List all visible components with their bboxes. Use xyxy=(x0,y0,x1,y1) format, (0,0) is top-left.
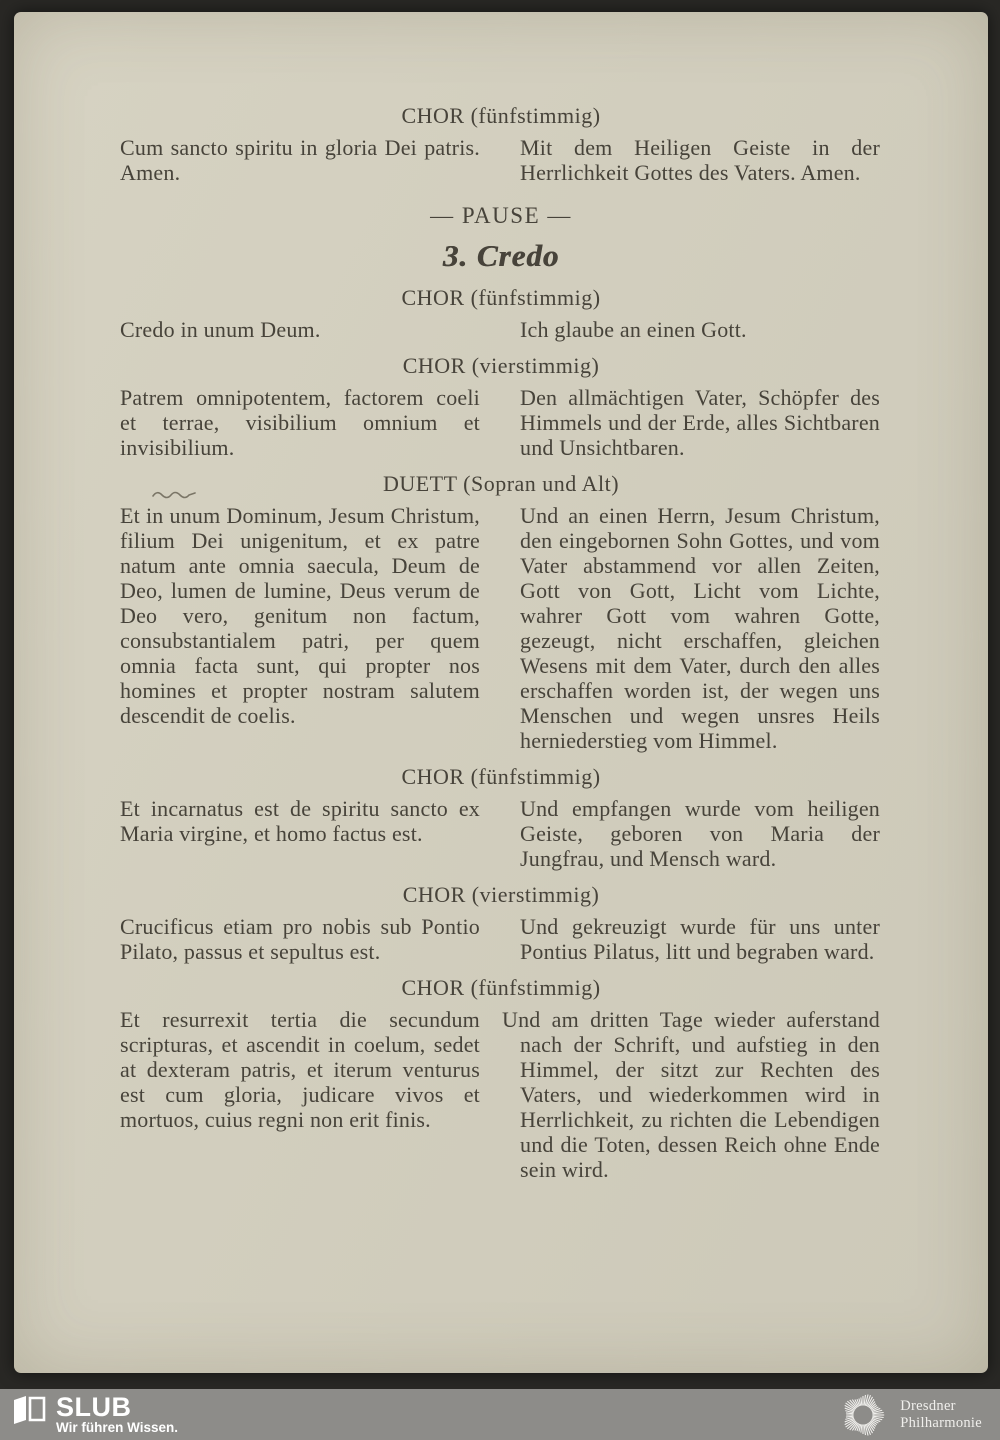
pencil-underline-mark xyxy=(152,491,196,499)
viewer-footer-bar xyxy=(0,1389,1000,1440)
section-heading: DUETT (Sopran und Alt) xyxy=(382,471,620,496)
text-columns xyxy=(120,503,882,753)
section-gloria-end xyxy=(120,103,882,185)
section-heading: CHOR (fünfstimmig) xyxy=(401,764,601,789)
german-text: Und gekreuzigt wurde für uns unter Pontius Pilatus, litt und begraben ward. xyxy=(520,914,880,964)
slub-name: SLUB xyxy=(56,1392,132,1422)
german-text: Den allmächtigen Vater, Schöpfer des Himmels und der Erde, alles Sichtbaren und Unsichtbaren. xyxy=(520,385,880,460)
german-text: Und empfangen wurde vom heiligen Geiste, geboren von Maria der Jungfrau, und Mensch ward. xyxy=(520,796,880,871)
open-book-icon xyxy=(13,1395,46,1425)
german-text: Und am dritten Tage wieder auferstand nach der Schrift, und aufstieg in den Himmel, der sitzt zur Rechten des Vaters, und wiederkommen wird in Herrlichkeit, zu richten die Lebendigen und die Toten, dessen Reich ohne Ende sein wird. xyxy=(502,1007,880,1182)
german-text: Ich glaube an einen Gott. xyxy=(520,317,747,342)
section-credo-intro xyxy=(120,285,882,342)
latin-text: Patrem omnipotentem, factorem coeli et terrae, visibilium omnium et invisibilium. xyxy=(120,385,480,460)
latin-text: Et in unum Dominum, Jesum Christum, filium Dei unigenitum, et ex patre natum ante omnia saecula, Deum de Deo, lumen de lumine, Deus verum de Deo vero, genitum non factum, consubstantialem patri, per quem omnia facta sunt, qui propter nos homines et propter nostram salutem descendit de coelis. xyxy=(120,503,480,728)
philharmonie-line1: Dresdner xyxy=(900,1397,956,1414)
text-columns xyxy=(120,1007,882,1182)
text-columns xyxy=(120,135,882,185)
german-text: Und an einen Herrn, Jesum Christum, den eingebornen Sohn Gottes, und vom Vater abstammend vor allen Zeiten, Gott von Gott, Licht vom Lichte, wahrer Gott vom wahren Gotte, gezeugt, nicht erschaffen, gleichen Wesens mit dem Vater, durch den alles erschaffen worden ist, der wegen uns Menschen und wegen unsres Heils herniederstieg vom Himmel. xyxy=(520,503,880,753)
section-heading: CHOR (fünfstimmig) xyxy=(401,103,601,128)
text-columns xyxy=(120,914,882,964)
latin-text: Cum sancto spiritu in gloria Dei patris. Amen. xyxy=(120,135,480,185)
slub-tagline: Wir führen Wissen. xyxy=(56,1420,179,1435)
starburst-icon xyxy=(840,1392,886,1438)
slub-logo[interactable] xyxy=(0,1394,178,1435)
section-heading: CHOR (fünfstimmig) xyxy=(401,285,601,310)
section-heading: CHOR (vierstimmig) xyxy=(402,353,600,378)
latin-text: Credo in unum Deum. xyxy=(120,317,321,342)
pause-label: — PAUSE — xyxy=(430,203,572,228)
text-columns xyxy=(120,385,882,460)
latin-text: Et resurrexit tertia die secundum scripturas, et ascendit in coelum, sedet at dexteram patris, et iterum venturus est cum gloria, judicare vivos et mortuos, cuius regni non erit finis. xyxy=(120,1007,480,1132)
slub-wordmark xyxy=(56,1394,178,1435)
section-crucificus xyxy=(120,882,882,964)
text-columns xyxy=(120,796,882,871)
philharmonie-line2: Philharmonie xyxy=(900,1414,982,1431)
german-text: Mit dem Heiligen Geiste in der Herrlichkeit Gottes des Vaters. Amen. xyxy=(520,135,880,185)
section-heading: CHOR (vierstimmig) xyxy=(402,882,600,907)
dresdner-philharmonie-logo[interactable] xyxy=(840,1392,1000,1438)
document-page xyxy=(14,12,988,1373)
section-heading: CHOR (fünfstimmig) xyxy=(401,975,601,1000)
section-et-resurrexit xyxy=(120,975,882,1182)
movement-title: 3. Credo xyxy=(442,238,560,273)
latin-text: Et incarnatus est de spiritu sancto ex Maria virgine, et homo factus est. xyxy=(120,796,480,846)
philharmonie-wordmark xyxy=(900,1398,982,1432)
latin-text: Crucificus etiam pro nobis sub Pontio Pilato, passus et sepultus est. xyxy=(120,914,480,964)
section-duett xyxy=(120,471,882,753)
section-patrem xyxy=(120,353,882,460)
page-content xyxy=(14,12,988,1182)
text-columns xyxy=(120,317,882,342)
section-et-incarnatus xyxy=(120,764,882,871)
